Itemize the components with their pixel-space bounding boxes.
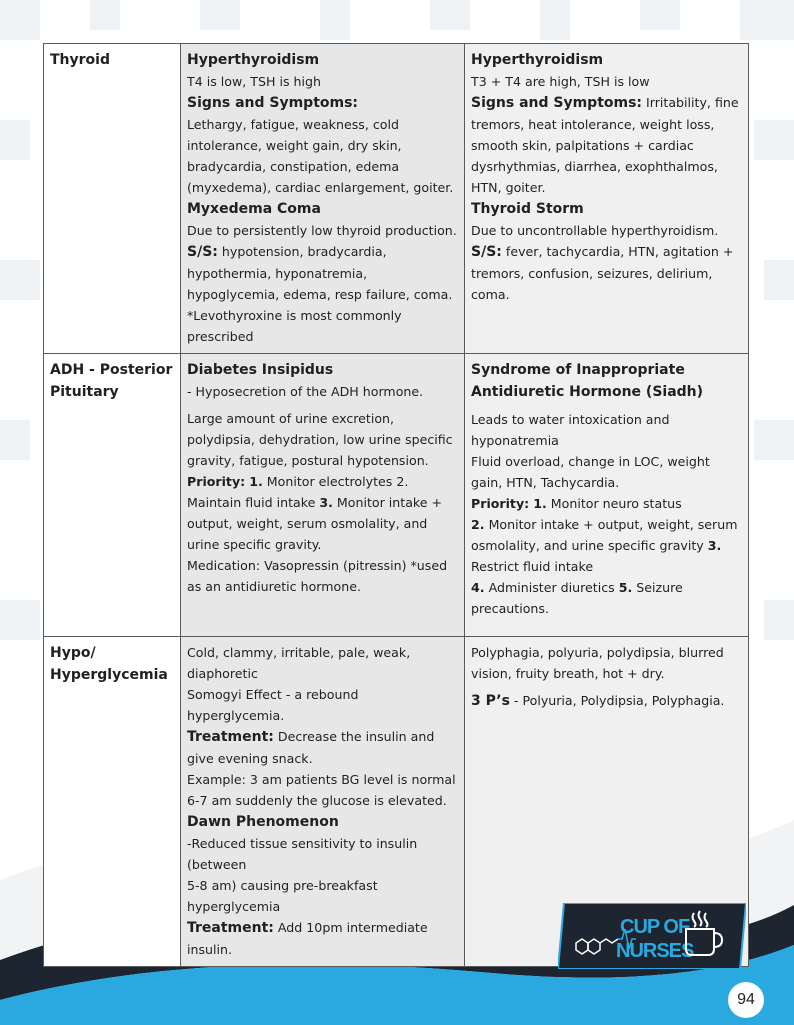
priority-list — [471, 493, 742, 619]
ss-text: hypotension, bradycardia, hypothermia, hyponatremia, hypoglycemia, edema, resp failure, coma. — [187, 244, 453, 302]
priority-list — [187, 471, 458, 555]
ss-text: Irritability, fine tremors, heat intolerance, weight loss, smooth skin, palpitations + cardiac dysrhythmias, diarrhea, exophthalmos, HTN, goiter. — [471, 95, 739, 195]
priority-num: 3. — [319, 495, 333, 510]
cell-title: Diabetes Insipidus — [187, 362, 334, 378]
priority-text: Restrict fluid intake — [471, 559, 594, 574]
cell-subheading: Dawn Phenomenon — [187, 814, 339, 830]
cell-line: Example: 3 am patients BG level is normal — [187, 772, 456, 787]
table-row — [44, 354, 749, 637]
priority-text: Monitor electrolytes 2. Maintain fluid intake — [187, 474, 409, 510]
hyper-cell — [465, 354, 749, 637]
medication-line: Medication: Vasopressin (pitressin) *used as an antidiuretic hormone. — [187, 558, 448, 594]
page-number: 94 — [728, 982, 764, 1018]
priority-num: 3. — [707, 538, 722, 553]
cell-subheading: Thyroid Storm — [471, 201, 584, 217]
cell-paragraph — [187, 241, 458, 305]
priority-num: 1. — [249, 474, 263, 489]
cell-line: Due to uncontrollable hyperthyroidism. — [471, 223, 719, 238]
hypo-cell — [181, 44, 465, 354]
priority-text: Seizure precautions. — [471, 580, 683, 616]
priority-label: Priority: — [187, 474, 246, 489]
cell-paragraph — [187, 726, 458, 769]
priority-text: Monitor intake + output, weight, serum osmolality, and urine specific gravity. — [187, 495, 443, 552]
cell-line: T4 is low, TSH is high — [187, 74, 321, 89]
cell-paragraph — [471, 92, 742, 198]
three-ps-label: 3 P’s — [471, 693, 510, 709]
cell-line: -Reduced tissue sensitivity to insulin (between — [187, 836, 418, 872]
cell-title: Syndrome of Inappropriate Antidiuretic Hormone (Siadh) — [471, 362, 704, 400]
cell-paragraph — [471, 690, 742, 712]
endocrine-table — [43, 43, 749, 967]
cell-paragraph: Polyphagia, polyuria, polydipsia, blurred vision, fruity breath, hot + dry. — [471, 645, 724, 681]
ss-label: S/S: — [187, 244, 218, 260]
cell-title: Hyperthyroidism — [187, 52, 320, 68]
row-label: Thyroid — [44, 44, 181, 354]
logo-line1: CUP OF — [620, 916, 690, 938]
cell-line: 6-7 am suddenly the glucose is elevated. — [187, 793, 447, 808]
priority-num: 2. — [471, 517, 485, 532]
ss-text: fever, tachycardia, HTN, agitation + tremors, confusion, seizures, delirium, coma. — [471, 244, 734, 302]
cell-paragraph: Fluid overload, change in LOC, weight gain, HTN, Tachycardia. — [471, 454, 710, 490]
row-label: Hypo/ Hyperglycemia — [44, 637, 181, 967]
cell-paragraph: Large amount of urine excretion, polydipsia, dehydration, low urine specific gravity, fatigue, postural hypotension. — [187, 411, 453, 468]
treatment-text: Decrease the insulin and give evening snack. — [187, 729, 435, 766]
cell-paragraph — [471, 241, 742, 305]
table-row — [44, 44, 749, 354]
cell-line: T3 + T4 are high, TSH is low — [471, 74, 650, 89]
treatment-label: Treatment: — [187, 920, 274, 936]
priority-text: Monitor neuro status — [546, 496, 682, 511]
cell-line: - Hyposecretion of the ADH hormone. — [187, 384, 424, 399]
priority-text: Monitor intake + output, weight, serum osmolality, and urine specific gravity — [471, 517, 738, 553]
priority-text: Administer diuretics — [484, 580, 619, 595]
priority-label: Priority: — [471, 496, 530, 511]
cell-line: 5-8 am) causing pre-breakfast hyperglycemia — [187, 878, 378, 914]
cell-line: Cold, clammy, irritable, pale, weak, diaphoretic — [187, 645, 411, 681]
cell-line: Due to persistently low thyroid production. — [187, 223, 457, 238]
cell-title: Hyperthyroidism — [471, 52, 604, 68]
hyper-cell — [465, 44, 749, 354]
cell-paragraph: Leads to water intoxication and hyponatremia — [471, 412, 670, 448]
treatment-text: Add 10pm intermediate insulin. — [187, 920, 428, 957]
priority-num: 4. — [471, 580, 485, 595]
three-ps-text: - Polyuria, Polydipsia, Polyphagia. — [509, 693, 725, 708]
ss-heading: Signs and Symptoms: — [471, 95, 643, 111]
hypo-cell — [181, 354, 465, 637]
logo-line2: NURSES — [616, 940, 694, 962]
priority-num: 5. — [618, 580, 633, 595]
row-label: ADH - Posterior Pituitary — [44, 354, 181, 637]
cell-subheading: Myxedema Coma — [187, 201, 321, 217]
cell-subheading: Signs and Symptoms: — [187, 95, 359, 111]
treatment-label: Treatment: — [187, 729, 274, 745]
cell-line: Somogyi Effect - a rebound hyperglycemia. — [187, 687, 359, 723]
hypo-cell — [181, 637, 465, 967]
ss-label: S/S: — [471, 244, 502, 260]
cup-of-nurses-logo — [558, 903, 746, 969]
cell-paragraph: Lethargy, fatigue, weakness, cold intolerance, weight gain, dry skin, bradycardia, constipation, edema (myxedema), cardiac enlargement, goiter. — [187, 117, 454, 195]
cell-paragraph — [187, 917, 458, 960]
priority-num: 1. — [533, 496, 547, 511]
cell-note: *Levothyroxine is most commonly prescribed — [187, 308, 402, 344]
